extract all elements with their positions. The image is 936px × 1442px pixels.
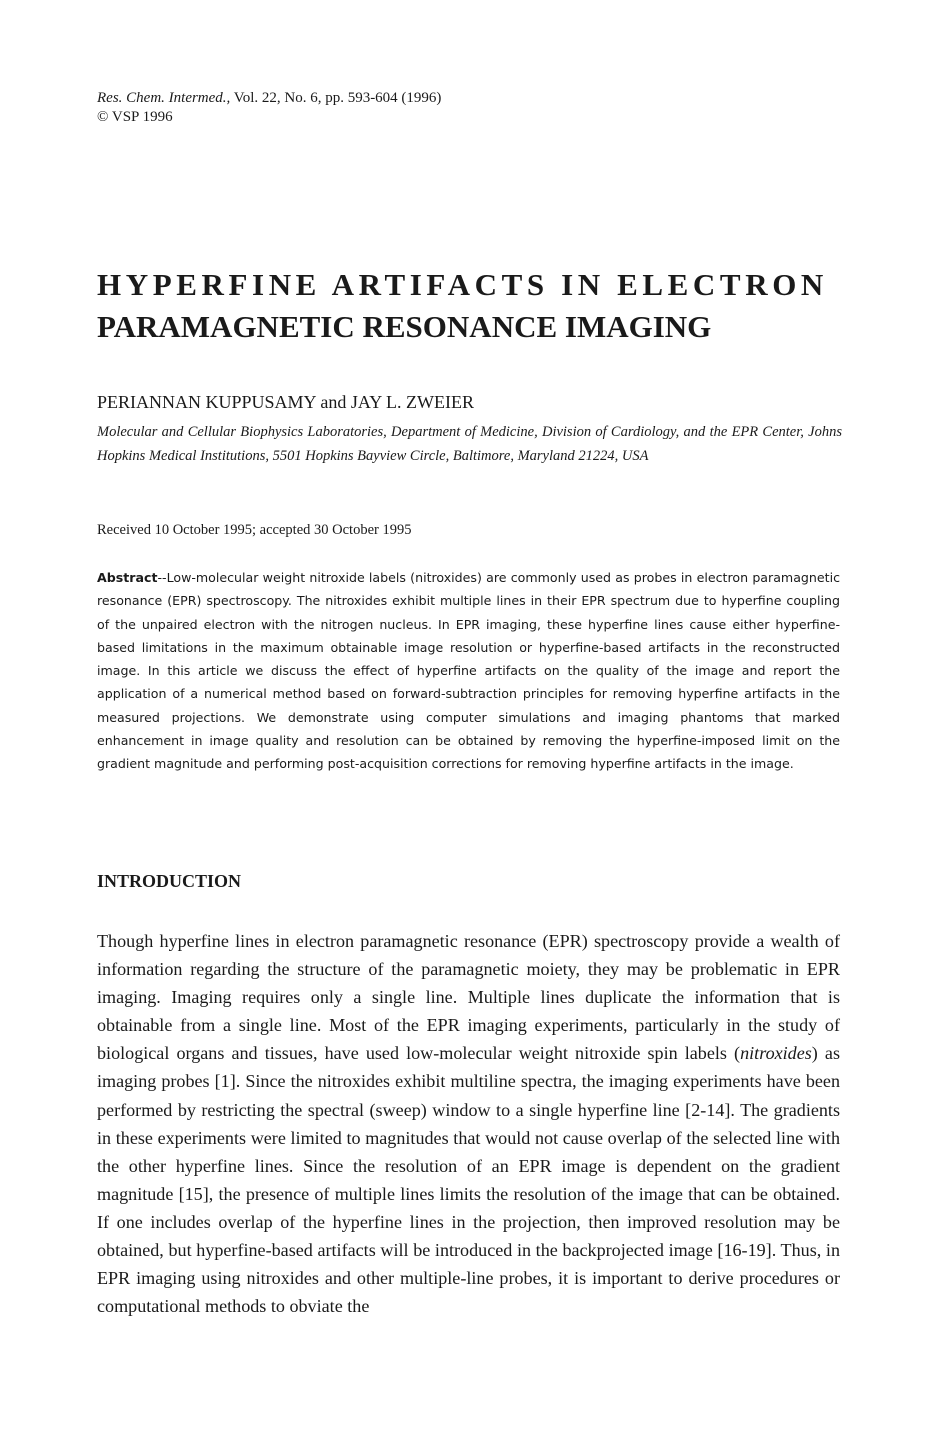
- introduction-body: [97, 927, 840, 1320]
- author-affiliation: Molecular and Cellular Biophysics Laboratories, Department of Medicine, Division of Cardiology, and the EPR Center, Johns Hopkins Medical Institutions, 5501 Hopkins Bayview Circle, Baltimore, Maryland 21224, USA: [97, 424, 842, 464]
- intro-italic-term: nitroxides: [740, 1043, 812, 1064]
- journal-citation: [97, 89, 441, 108]
- article-title: [97, 264, 842, 348]
- received-dates: Received 10 October 1995; accepted 30 October 1995: [97, 522, 412, 538]
- intro-text-part-2: ) as imaging probes [1]. Since the nitroxides exhibit multiline spectra, the imaging experiments have been performed by restricting the spectral (sweep) window to a single hyperfine line [2-14]. The gradients in these experiments were limited to magnitudes that would not cause overlap of the selected line with the other hyperfine lines. Since the resolution of an EPR image is dependent on the gradient magnitude [15], the presence of multiple lines limits the resolution of the image that can be obtained. If one includes overlap of the hyperfine lines in the projection, then improved resolution may be obtained, but hyperfine-based artifacts will be introduced in the backprojected image [16-19]. Thus, in EPR imaging using nitroxides and other multiple-line probes, it is important to derive procedures or computational methods to obviate the: [97, 1043, 840, 1317]
- title-line-2: PARAMAGNETIC RESONANCE IMAGING: [97, 309, 712, 344]
- title-line-1: HYPERFINE ARTIFACTS IN ELECTRON: [97, 267, 828, 302]
- journal-name: Res. Chem. Intermed.,: [97, 90, 231, 106]
- journal-header: [97, 89, 441, 127]
- intro-text-part-1: Though hyperfine lines in electron paramagnetic resonance (EPR) spectroscopy provide a wealth of information regarding the structure of the paramagnetic moiety, they may be problematic in EPR imaging. Imaging requires only a single line. Multiple lines duplicate the information that is obtainable from a single line. Most of the EPR imaging experiments, particularly in the study of biological organs and tissues, have used low-molecular weight nitroxide spin labels (: [97, 931, 840, 1064]
- abstract: [97, 566, 840, 776]
- copyright-line: © VSP 1996: [97, 109, 173, 125]
- abstract-label: Abstract: [97, 570, 158, 585]
- author-list: PERIANNAN KUPPUSAMY and JAY L. ZWEIER: [97, 392, 475, 412]
- journal-details: Vol. 22, No. 6, pp. 593-604 (1996): [230, 90, 442, 106]
- abstract-text: --Low-molecular weight nitroxide labels (nitroxides) are commonly used as probes in electron paramagnetic resonance (EPR) spectroscopy. The nitroxides exhibit multiple lines in their EPR spectrum due to hyperfine coupling of the unpaired electron with the nitrogen nucleus. In EPR imaging, these hyperfine lines cause either hyperfine-based limitations in the maximum obtainable image resolution or hyperfine-based artifacts in the reconstructed image. In this article we discuss the effect of hyperfine artifacts on the quality of the image and report the application of a numerical method based on forward-subtraction principles for removing hyperfine artifacts in the measured projections. We demonstrate using computer simulations and imaging phantoms that marked enhancement in image quality and resolution can be obtained by removing the hyperfine-imposed limit on the gradient magnitude and performing post-acquisition corrections for removing hyperfine artifacts in the image.: [97, 570, 840, 772]
- introduction-paragraph: [97, 927, 840, 1320]
- section-heading-introduction: INTRODUCTION: [97, 871, 242, 891]
